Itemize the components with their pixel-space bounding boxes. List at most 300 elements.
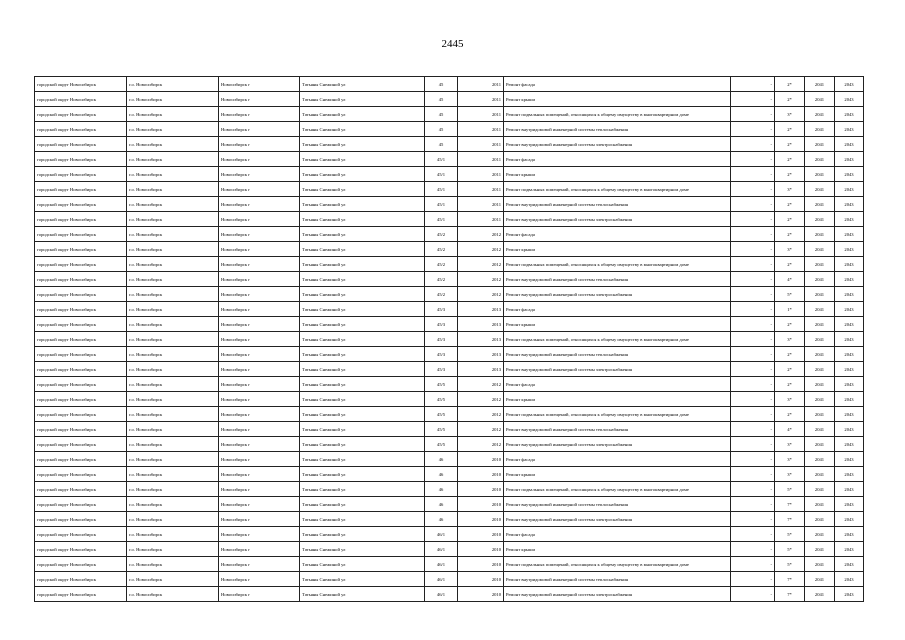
table-row <box>35 182 864 197</box>
municipality-cell: г.о. Новосибирск <box>127 482 219 497</box>
term-cell: 3* <box>775 242 805 257</box>
end-year-cell: 2043 <box>835 272 864 287</box>
house-number-cell: 45/2 <box>425 242 458 257</box>
house-number-cell: 45/1 <box>425 182 458 197</box>
term-cell: 3* <box>775 182 805 197</box>
work-type-cell: Ремонт фасада <box>504 527 731 542</box>
municipality-cell: г.о. Новосибирск <box>127 362 219 377</box>
house-number-cell: 45/3 <box>425 362 458 377</box>
street-cell: Татьяны Снежиной ул <box>300 377 425 392</box>
cost-cell: - <box>731 392 775 407</box>
end-year-cell: 2043 <box>835 167 864 182</box>
build-year-cell: 2013 <box>458 302 504 317</box>
street-cell: Татьяны Снежиной ул <box>300 542 425 557</box>
municipality-cell: г.о. Новосибирск <box>127 257 219 272</box>
district-cell: городской округ Новосибирск <box>35 302 127 317</box>
work-type-cell: Ремонт подвальных помещений, относящихся к общему имуществу в многоквартирном доме <box>504 107 731 122</box>
house-number-cell: 45/2 <box>425 287 458 302</box>
build-year-cell: 2010 <box>458 512 504 527</box>
work-type-cell: Ремонт внутридомовой инженерной системы электроснабжения <box>504 287 731 302</box>
term-cell: 2* <box>775 257 805 272</box>
term-cell: 5* <box>775 557 805 572</box>
term-cell: 2* <box>775 167 805 182</box>
end-year-cell: 2043 <box>835 152 864 167</box>
work-type-cell: Ремонт фасада <box>504 77 731 92</box>
build-year-cell: 2012 <box>458 407 504 422</box>
locality-cell: Новосибирск г <box>219 182 300 197</box>
house-number-cell: 45/2 <box>425 257 458 272</box>
end-year-cell: 2043 <box>835 482 864 497</box>
municipality-cell: г.о. Новосибирск <box>127 392 219 407</box>
start-year-cell: 2041 <box>805 317 835 332</box>
house-number-cell: 45/5 <box>425 422 458 437</box>
cost-cell: - <box>731 272 775 287</box>
municipality-cell: г.о. Новосибирск <box>127 497 219 512</box>
start-year-cell: 2041 <box>805 332 835 347</box>
cost-cell: - <box>731 437 775 452</box>
cost-cell: - <box>731 527 775 542</box>
build-year-cell: 2011 <box>458 197 504 212</box>
term-cell: 7* <box>775 572 805 587</box>
term-cell: 2* <box>775 77 805 92</box>
cost-cell: - <box>731 542 775 557</box>
work-type-cell: Ремонт внутридомовой инженерной системы теплоснабжения <box>504 197 731 212</box>
house-number-cell: 46 <box>425 512 458 527</box>
municipality-cell: г.о. Новосибирск <box>127 302 219 317</box>
house-number-cell: 45/3 <box>425 317 458 332</box>
work-type-cell: Ремонт подвальных помещений, относящихся к общему имуществу в многоквартирном доме <box>504 407 731 422</box>
start-year-cell: 2041 <box>805 452 835 467</box>
table-row <box>35 572 864 587</box>
table-row <box>35 557 864 572</box>
locality-cell: Новосибирск г <box>219 317 300 332</box>
locality-cell: Новосибирск г <box>219 257 300 272</box>
work-type-cell: Ремонт внутридомовой инженерной системы теплоснабжения <box>504 272 731 287</box>
start-year-cell: 2041 <box>805 572 835 587</box>
locality-cell: Новосибирск г <box>219 227 300 242</box>
end-year-cell: 2043 <box>835 587 864 602</box>
house-number-cell: 45/3 <box>425 332 458 347</box>
house-number-cell: 46/1 <box>425 542 458 557</box>
work-type-cell: Ремонт фасада <box>504 377 731 392</box>
build-year-cell: 2010 <box>458 542 504 557</box>
table-row <box>35 107 864 122</box>
street-cell: Татьяны Снежиной ул <box>300 512 425 527</box>
municipality-cell: г.о. Новосибирск <box>127 542 219 557</box>
locality-cell: Новосибирск г <box>219 137 300 152</box>
cost-cell: - <box>731 152 775 167</box>
district-cell: городской округ Новосибирск <box>35 332 127 347</box>
locality-cell: Новосибирск г <box>219 287 300 302</box>
municipality-cell: г.о. Новосибирск <box>127 377 219 392</box>
district-cell: городской округ Новосибирск <box>35 317 127 332</box>
start-year-cell: 2041 <box>805 497 835 512</box>
street-cell: Татьяны Снежиной ул <box>300 332 425 347</box>
start-year-cell: 2041 <box>805 407 835 422</box>
district-cell: городской округ Новосибирск <box>35 572 127 587</box>
work-type-cell: Ремонт крыши <box>504 392 731 407</box>
street-cell: Татьяны Снежиной ул <box>300 452 425 467</box>
end-year-cell: 2043 <box>835 437 864 452</box>
municipality-cell: г.о. Новосибирск <box>127 92 219 107</box>
cost-cell: - <box>731 92 775 107</box>
municipality-cell: г.о. Новосибирск <box>127 107 219 122</box>
street-cell: Татьяны Снежиной ул <box>300 257 425 272</box>
term-cell: 2* <box>775 152 805 167</box>
house-number-cell: 45/5 <box>425 437 458 452</box>
term-cell: 3* <box>775 467 805 482</box>
work-type-cell: Ремонт подвальных помещений, относящихся к общему имуществу в многоквартирном доме <box>504 482 731 497</box>
end-year-cell: 2043 <box>835 512 864 527</box>
term-cell: 3* <box>775 107 805 122</box>
end-year-cell: 2043 <box>835 422 864 437</box>
start-year-cell: 2041 <box>805 122 835 137</box>
start-year-cell: 2041 <box>805 197 835 212</box>
municipality-cell: г.о. Новосибирск <box>127 317 219 332</box>
start-year-cell: 2041 <box>805 257 835 272</box>
work-type-cell: Ремонт внутридомовой инженерной системы электроснабжения <box>504 512 731 527</box>
locality-cell: Новосибирск г <box>219 572 300 587</box>
locality-cell: Новосибирск г <box>219 422 300 437</box>
district-cell: городской округ Новосибирск <box>35 197 127 212</box>
house-number-cell: 45/3 <box>425 302 458 317</box>
street-cell: Татьяны Снежиной ул <box>300 212 425 227</box>
term-cell: 7* <box>775 512 805 527</box>
work-type-cell: Ремонт фасада <box>504 452 731 467</box>
table-row <box>35 167 864 182</box>
locality-cell: Новосибирск г <box>219 362 300 377</box>
municipality-cell: г.о. Новосибирск <box>127 122 219 137</box>
build-year-cell: 2012 <box>458 287 504 302</box>
build-year-cell: 2012 <box>458 392 504 407</box>
build-year-cell: 2010 <box>458 557 504 572</box>
table-row <box>35 77 864 92</box>
locality-cell: Новосибирск г <box>219 107 300 122</box>
table-row <box>35 272 864 287</box>
work-type-cell: Ремонт крыши <box>504 317 731 332</box>
municipality-cell: г.о. Новосибирск <box>127 587 219 602</box>
municipality-cell: г.о. Новосибирск <box>127 152 219 167</box>
cost-cell: - <box>731 512 775 527</box>
cost-cell: - <box>731 77 775 92</box>
work-type-cell: Ремонт внутридомовой инженерной системы электроснабжения <box>504 437 731 452</box>
table-row <box>35 137 864 152</box>
start-year-cell: 2041 <box>805 362 835 377</box>
start-year-cell: 2041 <box>805 152 835 167</box>
cost-cell: - <box>731 182 775 197</box>
municipality-cell: г.о. Новосибирск <box>127 467 219 482</box>
locality-cell: Новосибирск г <box>219 467 300 482</box>
cost-cell: - <box>731 377 775 392</box>
build-year-cell: 2012 <box>458 422 504 437</box>
cost-cell: - <box>731 557 775 572</box>
build-year-cell: 2011 <box>458 152 504 167</box>
municipality-cell: г.о. Новосибирск <box>127 527 219 542</box>
build-year-cell: 2011 <box>458 182 504 197</box>
cost-cell: - <box>731 242 775 257</box>
start-year-cell: 2041 <box>805 422 835 437</box>
term-cell: 7* <box>775 587 805 602</box>
start-year-cell: 2041 <box>805 107 835 122</box>
build-year-cell: 2012 <box>458 257 504 272</box>
term-cell: 2* <box>775 227 805 242</box>
street-cell: Татьяны Снежиной ул <box>300 572 425 587</box>
build-year-cell: 2010 <box>458 587 504 602</box>
district-cell: городской округ Новосибирск <box>35 437 127 452</box>
municipality-cell: г.о. Новосибирск <box>127 212 219 227</box>
term-cell: 3* <box>775 392 805 407</box>
house-number-cell: 45/5 <box>425 377 458 392</box>
locality-cell: Новосибирск г <box>219 482 300 497</box>
district-cell: городской округ Новосибирск <box>35 407 127 422</box>
table-row <box>35 92 864 107</box>
district-cell: городской округ Новосибирск <box>35 92 127 107</box>
build-year-cell: 2010 <box>458 467 504 482</box>
term-cell: 7* <box>775 497 805 512</box>
term-cell: 3* <box>775 452 805 467</box>
district-cell: городской округ Новосибирск <box>35 107 127 122</box>
end-year-cell: 2043 <box>835 77 864 92</box>
district-cell: городской округ Новосибирск <box>35 227 127 242</box>
cost-cell: - <box>731 467 775 482</box>
end-year-cell: 2043 <box>835 497 864 512</box>
start-year-cell: 2041 <box>805 587 835 602</box>
work-type-cell: Ремонт подвальных помещений, относящихся к общему имуществу в многоквартирном доме <box>504 182 731 197</box>
end-year-cell: 2043 <box>835 227 864 242</box>
street-cell: Татьяны Снежиной ул <box>300 77 425 92</box>
start-year-cell: 2041 <box>805 272 835 287</box>
district-cell: городской округ Новосибирск <box>35 242 127 257</box>
table-body <box>35 77 864 602</box>
locality-cell: Новосибирск г <box>219 392 300 407</box>
street-cell: Татьяны Снежиной ул <box>300 227 425 242</box>
street-cell: Татьяны Снежиной ул <box>300 362 425 377</box>
table-row <box>35 467 864 482</box>
table-row <box>35 497 864 512</box>
table-row <box>35 332 864 347</box>
cost-cell: - <box>731 302 775 317</box>
table-row <box>35 437 864 452</box>
municipality-cell: г.о. Новосибирск <box>127 512 219 527</box>
term-cell: 3* <box>775 332 805 347</box>
street-cell: Татьяны Снежиной ул <box>300 317 425 332</box>
work-type-cell: Ремонт подвальных помещений, относящихся к общему имуществу в многоквартирном доме <box>504 557 731 572</box>
locality-cell: Новосибирск г <box>219 242 300 257</box>
table-row <box>35 587 864 602</box>
end-year-cell: 2043 <box>835 347 864 362</box>
table-row <box>35 422 864 437</box>
street-cell: Татьяны Снежиной ул <box>300 467 425 482</box>
locality-cell: Новосибирск г <box>219 557 300 572</box>
district-cell: городской округ Новосибирск <box>35 362 127 377</box>
street-cell: Татьяны Снежиной ул <box>300 302 425 317</box>
build-year-cell: 2012 <box>458 437 504 452</box>
work-type-cell: Ремонт крыши <box>504 92 731 107</box>
municipality-cell: г.о. Новосибирск <box>127 572 219 587</box>
cost-cell: - <box>731 452 775 467</box>
municipality-cell: г.о. Новосибирск <box>127 197 219 212</box>
work-type-cell: Ремонт крыши <box>504 242 731 257</box>
end-year-cell: 2043 <box>835 242 864 257</box>
district-cell: городской округ Новосибирск <box>35 272 127 287</box>
municipality-cell: г.о. Новосибирск <box>127 77 219 92</box>
locality-cell: Новосибирск г <box>219 302 300 317</box>
end-year-cell: 2043 <box>835 392 864 407</box>
end-year-cell: 2043 <box>835 107 864 122</box>
start-year-cell: 2041 <box>805 512 835 527</box>
term-cell: 1* <box>775 302 805 317</box>
table-row <box>35 392 864 407</box>
term-cell: 2* <box>775 92 805 107</box>
term-cell: 4* <box>775 272 805 287</box>
house-number-cell: 45 <box>425 92 458 107</box>
work-type-cell: Ремонт фасада <box>504 302 731 317</box>
work-type-cell: Ремонт внутридомовой инженерной системы теплоснабжения <box>504 497 731 512</box>
district-cell: городской округ Новосибирск <box>35 557 127 572</box>
end-year-cell: 2043 <box>835 542 864 557</box>
term-cell: 5* <box>775 287 805 302</box>
work-type-cell: Ремонт внутридомовой инженерной системы теплоснабжения <box>504 122 731 137</box>
locality-cell: Новосибирск г <box>219 332 300 347</box>
municipality-cell: г.о. Новосибирск <box>127 272 219 287</box>
table-row <box>35 527 864 542</box>
house-number-cell: 46 <box>425 482 458 497</box>
municipality-cell: г.о. Новосибирск <box>127 422 219 437</box>
term-cell: 5* <box>775 482 805 497</box>
district-cell: городской округ Новосибирск <box>35 137 127 152</box>
cost-cell: - <box>731 407 775 422</box>
street-cell: Татьяны Снежиной ул <box>300 482 425 497</box>
house-number-cell: 45/3 <box>425 347 458 362</box>
house-number-cell: 45/1 <box>425 167 458 182</box>
build-year-cell: 2010 <box>458 527 504 542</box>
table-row <box>35 122 864 137</box>
build-year-cell: 2011 <box>458 167 504 182</box>
start-year-cell: 2041 <box>805 482 835 497</box>
start-year-cell: 2041 <box>805 212 835 227</box>
build-year-cell: 2012 <box>458 242 504 257</box>
build-year-cell: 2013 <box>458 332 504 347</box>
district-cell: городской округ Новосибирск <box>35 527 127 542</box>
house-number-cell: 45/2 <box>425 272 458 287</box>
term-cell: 5* <box>775 542 805 557</box>
street-cell: Татьяны Снежиной ул <box>300 242 425 257</box>
end-year-cell: 2043 <box>835 92 864 107</box>
locality-cell: Новосибирск г <box>219 452 300 467</box>
house-number-cell: 45/1 <box>425 197 458 212</box>
cost-cell: - <box>731 167 775 182</box>
end-year-cell: 2043 <box>835 197 864 212</box>
house-number-cell: 45 <box>425 137 458 152</box>
term-cell: 2* <box>775 407 805 422</box>
cost-cell: - <box>731 587 775 602</box>
street-cell: Татьяны Снежиной ул <box>300 422 425 437</box>
work-type-cell: Ремонт крыши <box>504 167 731 182</box>
street-cell: Татьяны Снежиной ул <box>300 497 425 512</box>
district-cell: городской округ Новосибирск <box>35 587 127 602</box>
build-year-cell: 2013 <box>458 317 504 332</box>
build-year-cell: 2011 <box>458 107 504 122</box>
start-year-cell: 2041 <box>805 137 835 152</box>
street-cell: Татьяны Снежиной ул <box>300 167 425 182</box>
start-year-cell: 2041 <box>805 467 835 482</box>
build-year-cell: 2011 <box>458 92 504 107</box>
build-year-cell: 2010 <box>458 482 504 497</box>
start-year-cell: 2041 <box>805 377 835 392</box>
district-cell: городской округ Новосибирск <box>35 152 127 167</box>
cost-cell: - <box>731 287 775 302</box>
table-row <box>35 227 864 242</box>
street-cell: Татьяны Снежиной ул <box>300 437 425 452</box>
end-year-cell: 2043 <box>835 317 864 332</box>
locality-cell: Новосибирск г <box>219 92 300 107</box>
district-cell: городской округ Новосибирск <box>35 77 127 92</box>
work-type-cell: Ремонт внутридомовой инженерной системы теплоснабжения <box>504 347 731 362</box>
house-number-cell: 45 <box>425 77 458 92</box>
district-cell: городской округ Новосибирск <box>35 512 127 527</box>
cost-cell: - <box>731 482 775 497</box>
work-type-cell: Ремонт внутридомовой инженерной системы теплоснабжения <box>504 422 731 437</box>
term-cell: 2* <box>775 212 805 227</box>
house-number-cell: 46/1 <box>425 527 458 542</box>
term-cell: 2* <box>775 137 805 152</box>
end-year-cell: 2043 <box>835 572 864 587</box>
locality-cell: Новосибирск г <box>219 347 300 362</box>
cost-cell: - <box>731 257 775 272</box>
house-number-cell: 45 <box>425 107 458 122</box>
end-year-cell: 2043 <box>835 212 864 227</box>
table-row <box>35 257 864 272</box>
district-cell: городской округ Новосибирск <box>35 167 127 182</box>
locality-cell: Новосибирск г <box>219 152 300 167</box>
term-cell: 4* <box>775 422 805 437</box>
end-year-cell: 2043 <box>835 452 864 467</box>
end-year-cell: 2043 <box>835 257 864 272</box>
table-row <box>35 212 864 227</box>
term-cell: 2* <box>775 317 805 332</box>
house-number-cell: 45/1 <box>425 212 458 227</box>
cost-cell: - <box>731 497 775 512</box>
end-year-cell: 2043 <box>835 122 864 137</box>
house-number-cell: 46/1 <box>425 587 458 602</box>
term-cell: 3* <box>775 437 805 452</box>
district-cell: городской округ Новосибирск <box>35 452 127 467</box>
term-cell: 2* <box>775 122 805 137</box>
work-type-cell: Ремонт крыши <box>504 467 731 482</box>
table-row <box>35 287 864 302</box>
municipality-cell: г.о. Новосибирск <box>127 407 219 422</box>
municipality-cell: г.о. Новосибирск <box>127 182 219 197</box>
street-cell: Татьяны Снежиной ул <box>300 407 425 422</box>
work-type-cell: Ремонт внутридомовой инженерной системы электроснабжения <box>504 137 731 152</box>
cost-cell: - <box>731 347 775 362</box>
table-row <box>35 362 864 377</box>
house-number-cell: 46/1 <box>425 557 458 572</box>
start-year-cell: 2041 <box>805 77 835 92</box>
capital-repair-table <box>34 76 864 602</box>
work-type-cell: Ремонт внутридомовой инженерной системы теплоснабжения <box>504 572 731 587</box>
municipality-cell: г.о. Новосибирск <box>127 347 219 362</box>
start-year-cell: 2041 <box>805 287 835 302</box>
locality-cell: Новосибирск г <box>219 377 300 392</box>
table-row <box>35 242 864 257</box>
table-row <box>35 512 864 527</box>
build-year-cell: 2010 <box>458 572 504 587</box>
table-row <box>35 542 864 557</box>
start-year-cell: 2041 <box>805 437 835 452</box>
locality-cell: Новосибирск г <box>219 437 300 452</box>
term-cell: 2* <box>775 347 805 362</box>
